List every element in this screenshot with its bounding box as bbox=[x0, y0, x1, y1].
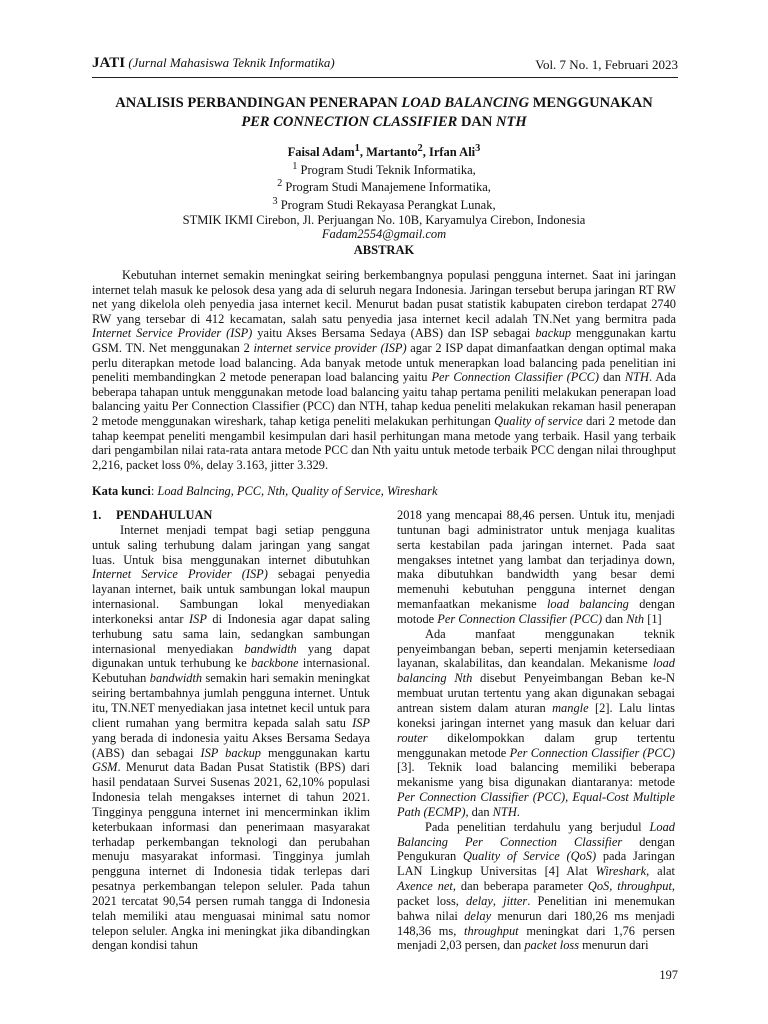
body-column-left bbox=[92, 508, 370, 953]
keywords: Kata kunci: Load Balncing, PCC, Nth, Quality of Service, Wireshark bbox=[92, 484, 438, 498]
paragraph: Internet menjadi tempat bagi setiap pengguna untuk saling terhubung dalam jaringan yang sangat luas. Untuk bisa menggunakan internet dibutuhkan Internet Service Provider (ISP) sebagai penyedia layanan internet, baik untuk sambungan lokal maupun internasional. Sambungan lokal menyediakan interkoneksi antar ISP di Indonesia agar dapat saling terhubung satu sama lain, sedangkan sambungan internasional menyediakan bandwidth yang dapat digunakan untuk terhubung ke backbone internasional. Kebutuhan bandwidth semakin hari semakin meningkat seiring bertambahnya jumlah pengguna internet. Untuk itu, TN.NET menyediakan jasa intetnet kecil untuk para client rumahan yang bermitra kepada salah satu ISP yang berada di indonesia yaitu Akses Bersama Sedaya (ABS) dan sebagai ISP backup menggunakan kartu GSM. Menurut data Badan Pusat Statistik (BPS) dari hasil pendataan Survei Susenas 2021, 62,10% populasi Indonesia telah mengakses internet di tahun 2021. Tingginya pengguna internet ini mencerminkan iklim keterbukaan informasi dan penerimaan masyarakat terhadap perkembangan teknologi dan perubahan menuju masyarakat informasi. Tingginya jumlah pengguna internet di Indonesia tidak terlepas dari pesatnya perkembangan telepon seluler. Pada tahun 2021 tercatat 90,54 persen rumah tangga di Indonesia telah memiliki atau menguasai minimal satu nomor telepon seluler. Angka ini meningkat jika dibandingkan dengan kondisi tahun bbox=[92, 522, 371, 953]
journal-name: JATI bbox=[92, 55, 126, 71]
page-number: 197 bbox=[659, 968, 678, 982]
institution: STMIK IKMI Cirebon, Jl. Perjuangan No. 10B, Karyamulya Cirebon, Indonesia bbox=[182, 212, 586, 227]
paragraph: Ada manfaat menggunakan teknik penyeimbangan beban, seperti menjamin ketersediaan layanan, skalabilitas, dan keandalan. Mekanisme load balancing Nth disebut Penyeimbangan Beban ke-N membuat urutan tertentu yang akan digunakan sebagai antrean sistem dalam aturan mangle [2]. Lalu lintas koneksi jaringan internet yang masuk dan keluar dari router dikelompokkan dalam grup tertentu menggunakan metode Per Connection Classifier (PCC) [3]. Teknik load balancing memiliki beberapa mekanisme yang bisa digunakan diantaranya: metode Per Connection Classifier (PCC), Equal-Cost Multiple Path (ECMP), dan NTH. bbox=[397, 626, 676, 819]
paragraph: 2018 yang mencapai 88,46 persen. Untuk itu, menjadi tuntunan bagi administrator untuk menjaga kualitas serta kestabilan pada jaringan internet. Pada saat mengakses intetnet yang lambat dan terjadinya down, maka dibutuhkan bandwidth yang besar demi memenuhi kebutuhan pengguna internet dengan memanfaatkan mekanisme load balancing dengan motode Per Connection Classifier (PCC) dan Nth [1] bbox=[397, 508, 675, 626]
paper-title bbox=[60, 94, 708, 132]
affiliation-3: $^3$ Program Studi Rekayasa Perangkat Lunak, bbox=[272, 195, 496, 213]
abstract-text: Kebutuhan internet semakin meningkat seiring berkembangnya populasi pengguna internet. Saat ini jaringan internet telah masuk ke pelosok desa yang ada di seluruh negara Indonesia. Jaringan tersebut berupa jaringan RT RW net yang dikelola oleh penyedia jasa internet kecil. Menurut badan pusat statistik kabupaten cirebon terdapat 2740 RW yang tersebar di 412 kecamatan, salah satu penyedia jasa internet kecil adalah TN.Net yang bermitra pada Internet Service Provider (ISP) yaitu Akses Bersama Sedaya (ABS) dan ISP sebagai backup menggunakan kartu GSM. TN. Net menggunakan 2 internet service provider (ISP) agar 2 ISP dapat dimanfaatkan dengan optimal maka perlu diterapkan metode load balancing. Ada banyak metode untuk menerapkan load balancing pada penelitian ini peneliti membandingkan 2 metode penerapan load balancing yaitu Per Connection Classifier (PCC) dan NTH. Ada beberapa tahapan untuk menggunakan metode load balancing yaitu tahap pertama peniliti melakukan penerapan load balancing yaitu Per Connection Classifier (PCC) dan NTH, tahap kedua peneliti melakukan rekaman hasil penerapan 2 metode menggunakan wireshark, tahap ketiga peneliti melakukan perhitungan Quality of service dari 2 metode dan tahap keempat peneliti mengambil kesimpulan dari hasil perhitungan mana metode yang terbaik. Hasil yang terbaik dari pengambilan nilai rata-rata antara metode PCC dan Nth yaitu untuk metode terbaik PCC dengan nilai throughput 2,216, packet loss 0%, delay 3.163, jitter 3.329. bbox=[92, 268, 676, 472]
keywords-list: Load Balncing, PCC, Nth, Quality of Service, Wireshark bbox=[157, 484, 438, 498]
affiliation-2: $^2$ Program Studi Manajemene Informatika, bbox=[277, 178, 491, 195]
running-header-journal bbox=[92, 55, 335, 72]
body-column-right bbox=[397, 508, 675, 953]
author-names: Faisal Adam$^1$, Martanto$^2$, Irfan Ali$^3$ bbox=[287, 143, 481, 160]
section-heading: 1. PENDAHULUAN bbox=[92, 508, 213, 522]
paragraph: Pada penelitian terdahulu yang berjudul Load Balancing Per Connection Classifier dengan Pengukuran Quality of Service (QoS) pada Jaringan LAN Lingkup Universitas [4] Alat Wireshark, alat Axence net, dan beberapa parameter QoS, throughput, packet loss, delay, jitter. Penelitian ini menemukan bahwa nilai delay menurun dari 180,26 ms menjadi 148,36 ms, throughput meningkat dari 1,76 persen menjadi 2,03 persen, dan packet loss menurun dari bbox=[397, 819, 675, 953]
running-header-volume: Vol. 7 No. 1, Februari 2023 bbox=[535, 57, 678, 72]
journal-full-name: (Jurnal Mahasiswa Teknik Informatika) bbox=[128, 55, 335, 70]
author-block bbox=[60, 142, 708, 242]
affiliation-1: $^1$ Program Studi Teknik Informatika, bbox=[292, 160, 476, 177]
header-divider bbox=[92, 77, 678, 78]
title-line-2: PER CONNECTION CLASSIFIER DAN NTH bbox=[241, 114, 527, 130]
title-line-1: ANALISIS PERBANDINGAN PENERAPAN LOAD BALANCING MENGGUNAKAN bbox=[115, 95, 653, 111]
keywords-label: Kata kunci bbox=[92, 484, 151, 498]
abstract-heading: ABSTRAK bbox=[353, 243, 415, 257]
author-email: Fadam2554@gmail.com bbox=[321, 227, 447, 242]
